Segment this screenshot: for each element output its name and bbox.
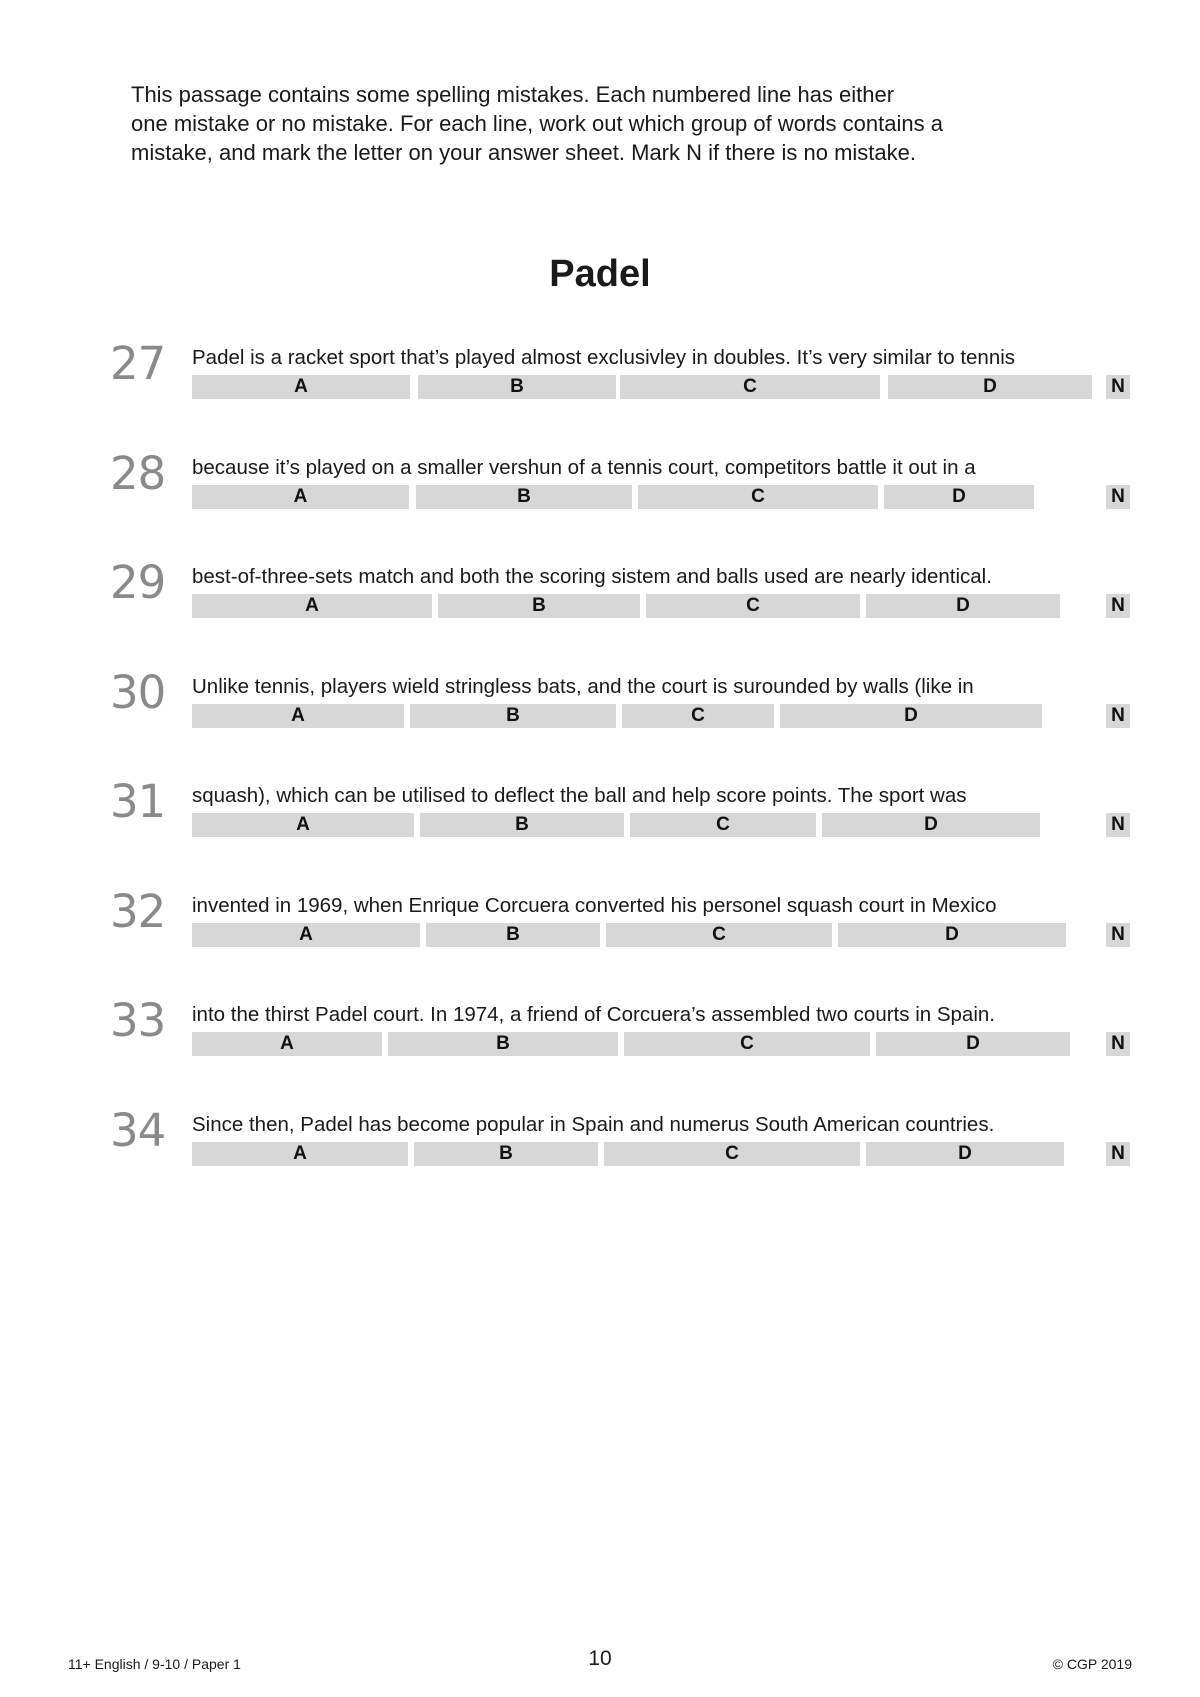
question-number: 34 <box>110 1104 166 1157</box>
option-c[interactable]: C <box>624 1032 870 1056</box>
question-31 <box>0 775 1200 863</box>
option-b[interactable]: B <box>438 594 640 618</box>
option-b[interactable]: B <box>418 375 616 399</box>
option-d[interactable]: D <box>822 813 1040 837</box>
question-number: 29 <box>110 556 166 609</box>
question-line-text: squash), which can be utilised to deflect the ball and help score points. The sport was <box>192 784 967 807</box>
question-line-text: Unlike tennis, players wield stringless bats, and the court is surounded by walls (like in <box>192 675 974 698</box>
option-c[interactable]: C <box>622 704 774 728</box>
option-d[interactable]: D <box>780 704 1042 728</box>
option-a[interactable]: A <box>192 485 409 509</box>
option-b[interactable]: B <box>410 704 616 728</box>
option-b[interactable]: B <box>388 1032 618 1056</box>
question-27 <box>0 337 1200 425</box>
option-a[interactable]: A <box>192 1142 408 1166</box>
option-c[interactable]: C <box>606 923 832 947</box>
option-n[interactable]: N <box>1106 704 1130 728</box>
option-b[interactable]: B <box>416 485 632 509</box>
page-number: 10 <box>588 1647 612 1670</box>
footer-copyright: © CGP 2019 <box>1052 1656 1132 1672</box>
option-d[interactable]: D <box>866 594 1060 618</box>
option-d[interactable]: D <box>888 375 1092 399</box>
option-c[interactable]: C <box>638 485 878 509</box>
option-b[interactable]: B <box>426 923 600 947</box>
option-a[interactable]: A <box>192 1032 382 1056</box>
question-33 <box>0 994 1200 1082</box>
question-number: 31 <box>110 775 166 828</box>
option-a[interactable]: A <box>192 923 420 947</box>
question-30 <box>0 666 1200 754</box>
option-c[interactable]: C <box>630 813 816 837</box>
instructions <box>131 80 1071 167</box>
option-d[interactable]: D <box>884 485 1034 509</box>
option-a[interactable]: A <box>192 594 432 618</box>
option-a[interactable]: A <box>192 813 414 837</box>
option-n[interactable]: N <box>1106 923 1130 947</box>
question-29 <box>0 556 1200 644</box>
instructions-line: mistake, and mark the letter on your answer sheet. Mark N if there is no mistake. <box>131 140 916 165</box>
option-d[interactable]: D <box>866 1142 1064 1166</box>
question-line-text: Padel is a racket sport that’s played almost exclusivley in doubles. It’s very similar to tennis <box>192 346 1016 369</box>
question-line-text: Since then, Padel has become popular in Spain and numerus South American countries. <box>192 1113 995 1136</box>
question-number: 32 <box>110 885 166 938</box>
option-c[interactable]: C <box>604 1142 860 1166</box>
option-a[interactable]: A <box>192 704 404 728</box>
instructions-line: This passage contains some spelling mistakes. Each numbered line has either <box>131 82 895 107</box>
option-n[interactable]: N <box>1106 813 1130 837</box>
option-n[interactable]: N <box>1106 485 1130 509</box>
option-n[interactable]: N <box>1106 1142 1130 1166</box>
option-n[interactable]: N <box>1106 1032 1130 1056</box>
option-d[interactable]: D <box>838 923 1066 947</box>
option-c[interactable]: C <box>646 594 860 618</box>
question-line-text: best-of-three-sets match and both the scoring sistem and balls used are nearly identical. <box>192 565 992 588</box>
question-number: 33 <box>110 994 166 1047</box>
option-c[interactable]: C <box>620 375 880 399</box>
option-n[interactable]: N <box>1106 594 1130 618</box>
option-n[interactable]: N <box>1106 375 1130 399</box>
question-line-text: into the thirst Padel court. In 1974, a friend of Corcuera’s assembled two courts in Spain. <box>192 1003 995 1026</box>
question-line-text: because it’s played on a smaller vershun of a tennis court, competitors battle it out in a <box>192 456 976 479</box>
option-d[interactable]: D <box>876 1032 1070 1056</box>
instructions-line: one mistake or no mistake. For each line, work out which group of words contains a <box>131 111 943 136</box>
question-number: 30 <box>110 666 166 719</box>
question-34 <box>0 1104 1200 1192</box>
footer-paper-info: 11+ English / 9-10 / Paper 1 <box>68 1656 241 1672</box>
question-28 <box>0 447 1200 535</box>
option-b[interactable]: B <box>420 813 624 837</box>
option-b[interactable]: B <box>414 1142 598 1166</box>
option-a[interactable]: A <box>192 375 410 399</box>
question-32 <box>0 885 1200 973</box>
question-line-text: invented in 1969, when Enrique Corcuera converted his personel squash court in Mexico <box>192 894 997 917</box>
passage-title: Padel <box>549 253 651 295</box>
question-number: 28 <box>110 447 166 500</box>
question-number: 27 <box>110 337 166 390</box>
